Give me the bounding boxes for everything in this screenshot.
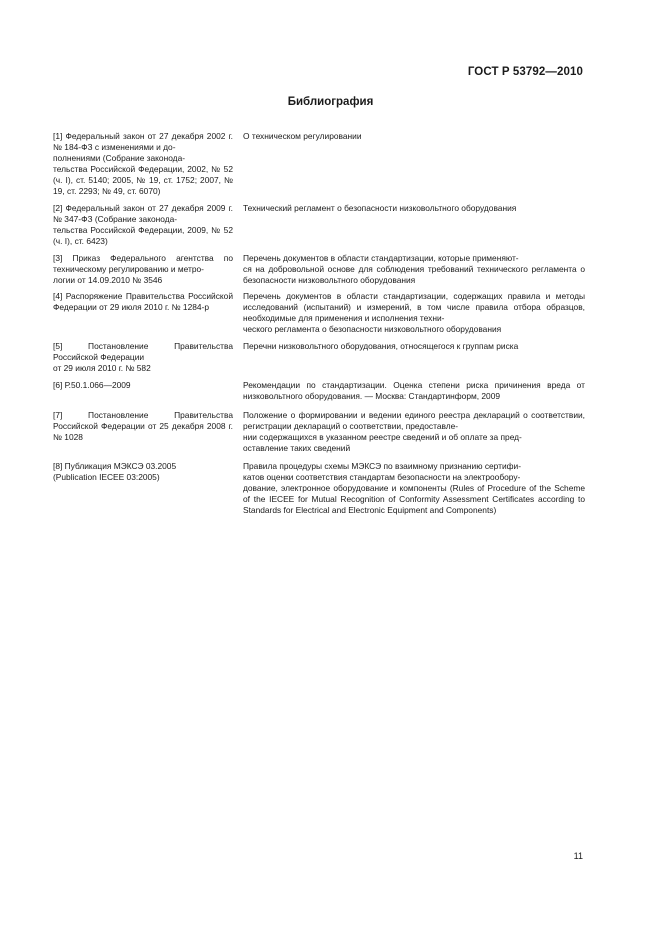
page-number: 11 [573,851,583,861]
document-code-header: ГОСТ Р 53792—2010 [467,66,583,78]
entry-reference: [5] Постановление Правительства Российской Федерации от 29 июля 2010 г. № 582 [53,341,233,373]
entry-description: Перечень документов в области стандартизации, содержащих правила и методы исследований (испытаний) и измерений, в том числе правила отбора образцов, необходимые для применения и исполнения техни- ческого регламента о безопасности низковольтного оборудования [243,291,585,334]
entry-reference: [2] Федеральный закон от 27 декабря 2009 г. № 347-ФЗ (Собрание законода- тельства Российской Федерации, 2009, № 52 (ч. I), ст. 6423) [53,203,233,246]
entry-reference: [8] Публикация МЭКСЭ 03.2005 (Publication IECEE 03:2005) [53,461,177,482]
entry-description: Перечни низковольтного оборудования, относящегося к группам риска [243,341,519,351]
entry-description: Технический регламент о безопасности низковольтного оборудования [243,203,517,213]
entry-description: Положение о формировании и ведении единого реестра деклараций о соответствии, регистрации деклараций о соответствии, предоставле- нии содержащихся в указанном реестре сведений и об оплате за пред- оставление таких сведений [243,410,585,453]
bibliography-entry-5 [53,341,585,374]
bibliography-list [53,131,585,516]
entry-reference: [1] Федеральный закон от 27 декабря 2002 г. № 184-ФЗ с изменениями и до- полнениями (Собрание законода- тельства Российской Федерации, 2002, № 52 (ч. I), ст. 5140; 2005, № 19, ст. 1752; 2007, № 19, ст. 2293; № 49, ст. 6070) [53,131,233,196]
entry-description: Правила процедуры схемы МЭКСЭ по взаимному признанию сертифи- катов оценки соответствия стандартам безопасности на электрообору- дование, электронное оборудование и компоненты (Rules of Procedure of the Scheme of the IECEE for Mutual Recognition of Conformity Assessment Certificates according to Standards for Electrical and Electronic Equipment and Components) [243,461,585,515]
bibliography-entry-1 [53,131,585,197]
entry-reference: [3] Приказ Федерального агентства по техническому регулированию и метро- логии от 14.09.2010 № 3546 [53,253,233,285]
entry-description: Рекомендации по стандартизации. Оценка степени риска причинения вреда от низковольтного оборудования. — Москва: Стандартинформ, 2009 [243,380,585,401]
section-title: Библиография [287,96,374,108]
bibliography-entry-7 [53,410,585,454]
entry-reference: [6] Р.50.1.066—2009 [53,380,131,390]
bibliography-entry-6 [53,380,585,402]
entry-reference: [4] Распоряжение Правительства Российской Федерации от 29 июля 2010 г. № 1284-р [53,291,233,312]
bibliography-entry-4 [53,291,585,335]
entry-description: Перечень документов в области стандартизации, которые применяют- ся на добровольной основе для соблюдения требований технического регламента о безопасности низковольтного оборудования [243,253,585,285]
entry-description: О техническом регулировании [243,131,362,141]
entry-reference: [7] Постановление Правительства Российской Федерации от 25 декабря 2008 г. № 1028 [53,410,233,442]
bibliography-entry-2 [53,203,585,247]
bibliography-entry-3 [53,253,585,286]
bibliography-entry-8 [53,461,585,516]
